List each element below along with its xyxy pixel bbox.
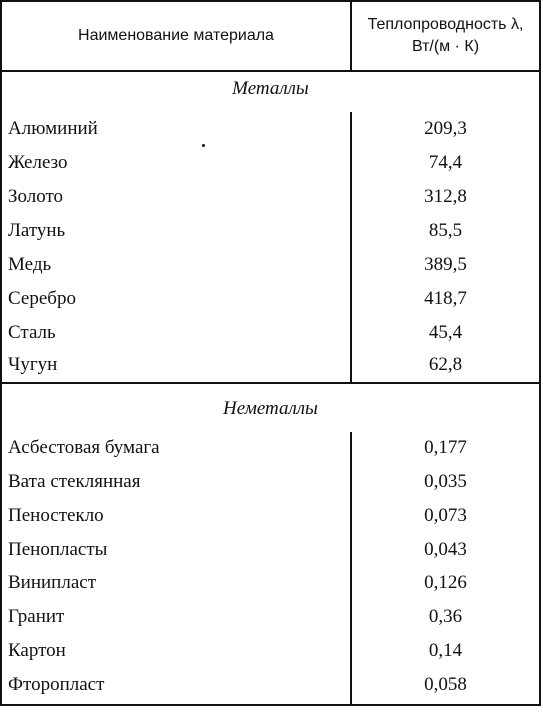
material-name: Картон bbox=[8, 640, 66, 661]
conductivity-value: 0,043 bbox=[424, 539, 467, 560]
table-row bbox=[2, 316, 539, 350]
table-row bbox=[2, 634, 539, 668]
material-name: Золото bbox=[8, 186, 64, 207]
conductivity-value: 209,3 bbox=[424, 118, 467, 139]
material-name: Пеностекло bbox=[8, 505, 104, 526]
table-row bbox=[2, 668, 539, 702]
table-row bbox=[2, 282, 539, 316]
table-row bbox=[2, 499, 539, 533]
conductivity-value: 0,36 bbox=[428, 606, 463, 627]
header-conductivity-unit: Вт/(м · К) bbox=[411, 38, 480, 55]
conductivity-value: 0,126 bbox=[424, 572, 467, 593]
material-name: Пенопласты bbox=[8, 539, 108, 560]
conductivity-value: 0,058 bbox=[424, 674, 467, 695]
table-row bbox=[2, 214, 539, 248]
header-conductivity bbox=[352, 2, 539, 70]
section-title-metals: Металлы bbox=[232, 78, 309, 99]
conductivity-value: 389,5 bbox=[424, 254, 467, 275]
table-header bbox=[2, 2, 539, 72]
table-row bbox=[2, 465, 539, 499]
table-row bbox=[2, 180, 539, 214]
conductivity-value: 312,8 bbox=[424, 186, 467, 207]
table-row bbox=[2, 146, 539, 180]
header-conductivity-line1: Теплопроводность λ, bbox=[367, 16, 524, 33]
table-row bbox=[2, 566, 539, 600]
conductivity-value: 85,5 bbox=[428, 220, 463, 241]
conductivity-value: 45,4 bbox=[428, 322, 463, 343]
table-row bbox=[2, 348, 539, 382]
conductivity-value: 0,073 bbox=[424, 505, 467, 526]
conductivity-value: 418,7 bbox=[424, 288, 467, 309]
material-name: Чугун bbox=[8, 354, 58, 375]
material-name: Асбестовая бумага bbox=[8, 437, 160, 458]
table-row bbox=[2, 431, 539, 465]
material-name: Серебро bbox=[8, 288, 76, 309]
conductivity-value: 62,8 bbox=[428, 354, 463, 375]
header-material-name: Наименование материала bbox=[2, 2, 352, 70]
table-row bbox=[2, 600, 539, 634]
conductivity-value: 0,14 bbox=[428, 640, 463, 661]
conductivity-value: 74,4 bbox=[428, 152, 463, 173]
material-name: Латунь bbox=[8, 220, 66, 241]
conductivity-value: 0,177 bbox=[424, 437, 467, 458]
material-name: Железо bbox=[8, 152, 68, 173]
print-speck bbox=[202, 144, 205, 147]
material-name: Медь bbox=[8, 254, 52, 275]
material-name: Сталь bbox=[8, 322, 56, 343]
material-name: Винипласт bbox=[8, 572, 96, 593]
material-name: Вата стеклянная bbox=[8, 471, 141, 492]
section-separator bbox=[2, 382, 539, 384]
table-row bbox=[2, 112, 539, 146]
material-name: Гранит bbox=[8, 606, 65, 627]
material-name: Фторопласт bbox=[8, 674, 105, 695]
conductivity-value: 0,035 bbox=[424, 471, 467, 492]
section-title-nonmetals: Неметаллы bbox=[223, 398, 318, 419]
material-name: Алюминий bbox=[8, 118, 98, 139]
table-row bbox=[2, 248, 539, 282]
table-row bbox=[2, 533, 539, 567]
